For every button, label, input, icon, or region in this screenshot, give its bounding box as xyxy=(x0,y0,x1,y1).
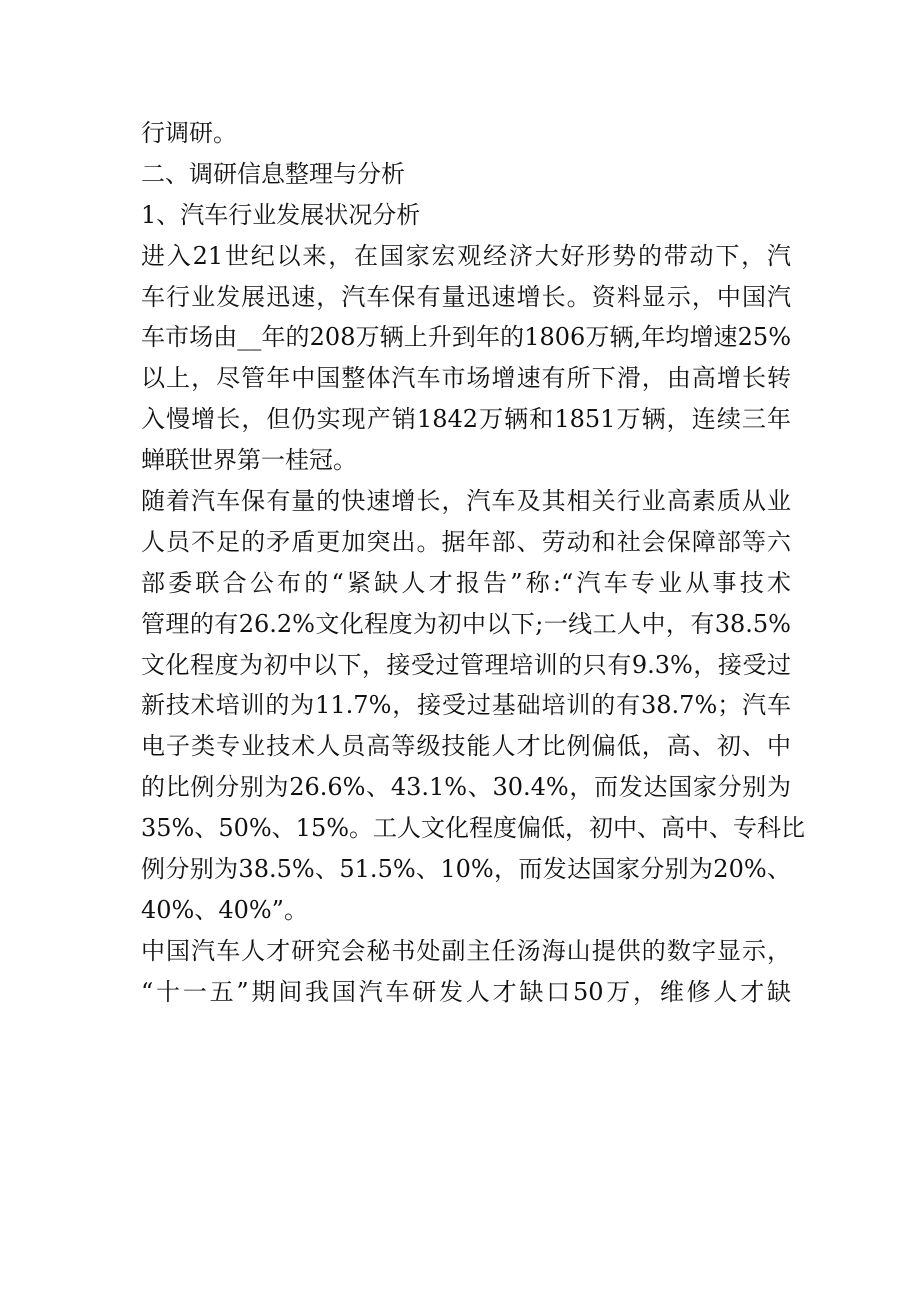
text-line-13: 文化程度为初中以下，接受过管理培训的只有9.3%，接受过 xyxy=(141,650,791,679)
text-line-18: 例分别为38.5%、51.5%、10%，而发达国家分别为20%、 xyxy=(141,855,791,884)
text-line-15: 电子类专业技术人员高等级技能人才比例偏低，高、初、中 xyxy=(141,732,791,761)
document-body xyxy=(141,113,806,1013)
text-line-17: 35%、50%、15%。工人文化程度偏低，初中、高中、专科比 xyxy=(141,814,806,843)
text-line-19: 40%、40%”。 xyxy=(141,895,308,924)
text-line-14: 新技术培训的为11.7%，接受过基础培训的有38.7%；汽车 xyxy=(141,691,791,720)
text-line-5: 车市场由__年的208万辆上升到年的1806万辆,年均增速25% xyxy=(141,323,791,352)
text-line-16: 的比例分别为26.6%、43.1%、30.4%，而发达国家分别为 xyxy=(141,773,791,802)
text-line-0: 行调研。 xyxy=(141,119,237,147)
text-line-3: 进入21世纪以来，在国家宏观经济大好形势的带动下，汽 xyxy=(141,241,791,270)
text-line-21: “十一五”期间我国汽车研发人才缺口50万，维修人才缺 xyxy=(141,977,791,1006)
subsection-heading: 1、汽车行业发展状况分析 xyxy=(141,200,421,229)
text-line-11: 部委联合公布的“紧缺人才报告”称:“汽车专业从事技术 xyxy=(141,568,791,597)
text-line-9: 随着汽车保有量的快速增长，汽车及其相关行业高素质从业 xyxy=(141,487,791,516)
text-line-12: 管理的有26.2%文化程度为初中以下;一线工人中，有38.5% xyxy=(141,609,791,638)
text-line-10: 人员不足的矛盾更加突出。据年部、劳动和社会保障部等六 xyxy=(141,527,791,556)
text-line-4: 车行业发展迅速，汽车保有量迅速增长。资料显示，中国汽 xyxy=(141,282,791,311)
text-line-20: 中国汽车人才研究会秘书处副主任汤海山提供的数字显示， xyxy=(141,936,791,965)
section-heading: 二、调研信息整理与分析 xyxy=(141,159,405,188)
text-line-8: 蝉联世界第一桂冠。 xyxy=(141,446,357,475)
text-line-7: 入慢增长，但仍实现产销1842万辆和1851万辆，连续三年 xyxy=(141,405,791,434)
text-line-6: 以上，尽管年中国整体汽车市场增速有所下滑，由高增长转 xyxy=(141,364,791,393)
